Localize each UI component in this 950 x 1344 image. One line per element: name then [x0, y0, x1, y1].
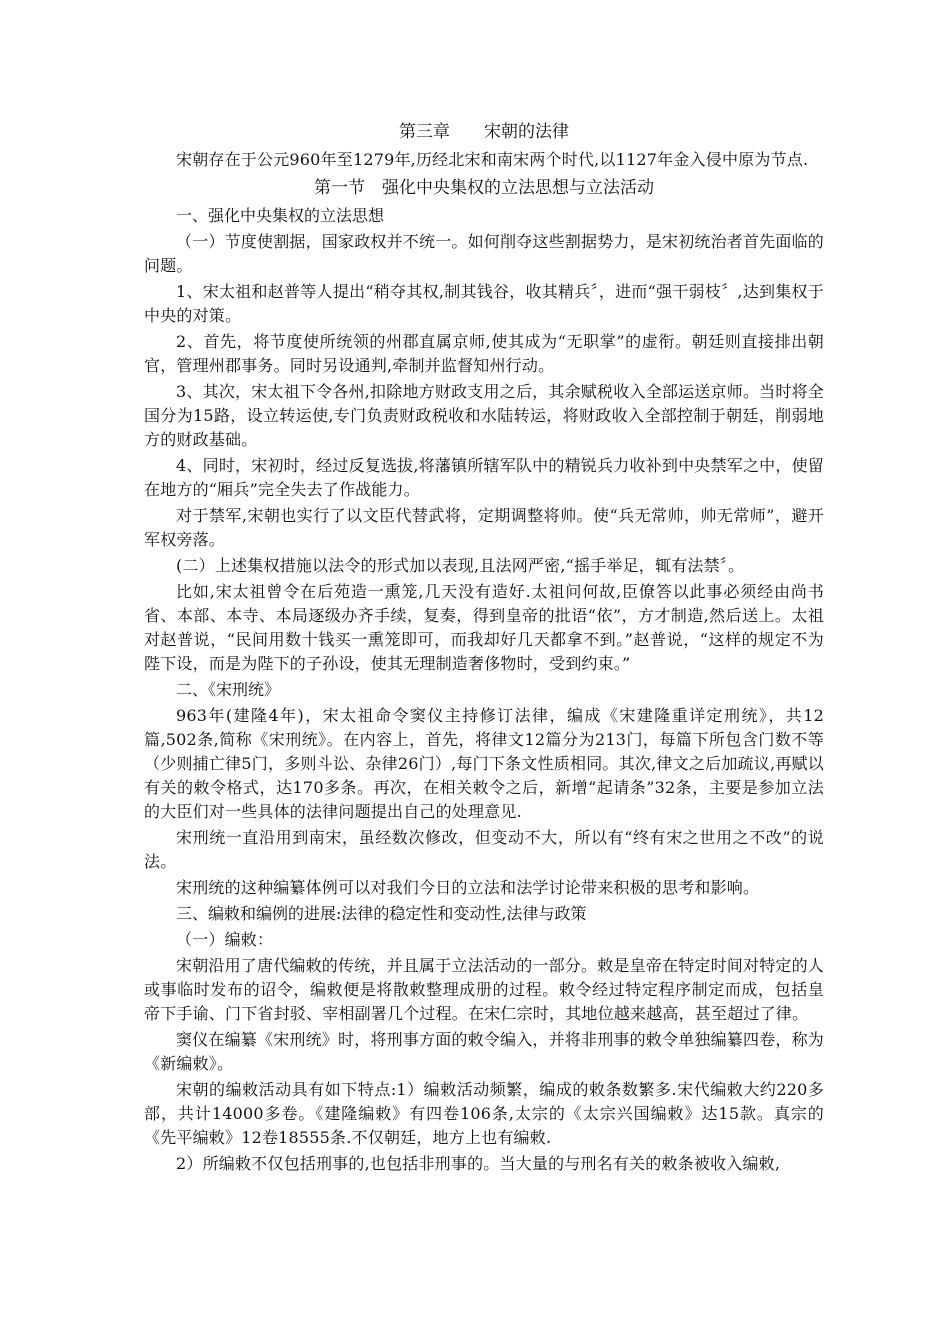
paragraph: 2）所编敕不仅包括刑事的,也包括非刑事的。当大量的与刑名有关的敕条被收入编敕,	[176, 1154, 781, 1173]
section-heading: 一、强化中央集权的立法思想	[176, 206, 385, 225]
paragraph: 窦仪在编纂《宋刑统》时，将刑事方面的敕令编入，并将非刑事的敕令单独编纂四卷，称为《新编敕》。	[144, 1030, 825, 1073]
section-heading: 三、编敕和编例的进展:法律的稳定性和变动性,法律与政策	[176, 904, 587, 923]
paragraph: 对于禁军,宋朝也实行了以文臣代替武将，定期调整将帅。使“兵无常帅，帅无常师”，避开军权旁落。	[144, 506, 824, 549]
paragraph: 宋刑统的这种编纂体例可以对我们今日的立法和法学讨论带来积极的思考和影响。	[176, 878, 760, 897]
section-heading: 二、《宋刑统》	[176, 680, 281, 699]
intro-paragraph: 宋朝存在于公元960年至1279年,历经北宋和南宋两个时代,以1127年金入侵中原为节点.	[176, 150, 809, 169]
chapter-title: 第三章 宋朝的法律	[399, 122, 569, 142]
paragraph: (二）上述集权措施以法令的形式加以表现,且法网严密,“摇手举足，辄有法禁〞。	[176, 556, 745, 575]
paragraph: （一）节度使割据，国家政权并不统一。如何削夺这些割据势力，是宋初统治者首先面临的问题。	[144, 232, 825, 275]
paragraph: 宋朝沿用了唐代编敕的传统，并且属于立法活动的一部分。敕是皇帝在特定时间对特定的人或事临时发布的诏令，编敕便是将散敕整理成册的过程。敕令经过特定程序制定而成，包括皇帝下手谕、门下省封驳、宰相副署几个过程。在宋仁宗时，其地位越来越高，甚至超过了律。	[144, 956, 825, 1023]
section-title: 第一节 强化中央集权的立法思想与立法活动	[314, 178, 654, 198]
paragraph: 1、宋太祖和赵普等人提出“稍夺其权,制其钱谷，收其精兵〞，进而“强干弱枝〞,达到集权于中央的对策。	[144, 282, 824, 325]
paragraph: 2、首先，将节度使所统领的州郡直属京师,使其成为“无职掌”的虚衔。朝廷则直接排出朝官，管理州郡事务。同时另设通判,牵制并监督知州行动。	[144, 332, 824, 375]
paragraph: 3、其次，宋太祖下令各州,扣除地方财政支用之后，其余赋税收入全部运送京师。当时将全国分为15路，设立转运使,专门负责财政税收和水陆转运，将财政收入全部控制于朝廷，削弱地方的财政基础。	[144, 382, 824, 449]
paragraph: 宋朝的编敕活动具有如下特点:1）编敕活动频繁，编成的敕条数繁多.宋代编敕大约220多部，共计14000多卷。《建隆编敕》有四卷106条,太宗的《太宗兴国编敕》达15款。真宗的《先平编敕》12卷18555条.不仅朝廷，地方上也有编敕.	[144, 1080, 824, 1147]
paragraph: 宋刑统一直沿用到南宋，虽经数次修改，但变动不大，所以有“终有宋之世用之不改”的说法。	[144, 828, 824, 871]
document-body	[144, 204, 824, 1176]
paragraph: 4、同时，宋初时，经过反复选拔,将藩镇所辖军队中的精锐兵力收补到中央禁军之中，使留在地方的“厢兵”完全失去了作战能力。	[144, 456, 824, 499]
paragraph: （一）编敕：	[176, 930, 274, 949]
document-page	[144, 120, 824, 1178]
paragraph: 963年(建隆4年)，宋太祖命令窦仪主持修订法律，编成《宋建隆重详定刑统》，共12篇,502条,简称《宋刑统》。在内容上，首先，将律文12篇分为213门，每篇下所包含门数不等（少则捕亡律5门，多则斗讼、杂律26门）,每门下条文性质相同。其次,律文之后加疏议,再赋以有关的敕令格式，达170多条。再次，在相关敕令之后，新增“起请条”32条，主要是参加立法的大臣们对一些具体的法律问题提出自己的处理意见.	[144, 706, 824, 821]
paragraph: 比如,宋太祖曾令在后苑造一熏笼,几天没有造好.太祖问何故,臣僚答以此事必须经由尚书省、本部、本寺、本局逐级办齐手续，复奏，得到皇帝的批语“依”，方才制造,然后送上。太祖对赵普说，“民间用数十钱买一熏笼即可，而我却好几天都拿不到。”赵普说，“这样的规定不为陛下设，而是为陛下的子孙设，使其无理制造奢侈物时，受到约束。”	[144, 582, 824, 673]
